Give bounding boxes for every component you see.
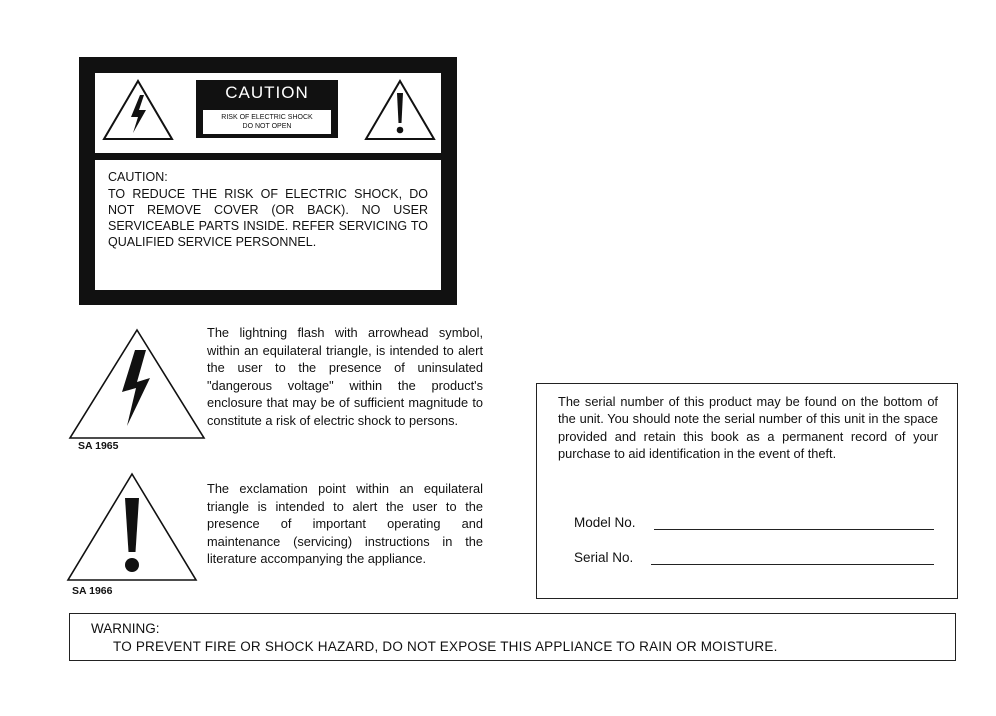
exclamation-symbol-description: The exclamation point within an equilateral triangle is intended to alert the user to the presence of important operating and maintenance (servicing) instructions in the literature accompanying the appliance. bbox=[207, 481, 483, 567]
symbol-code: SA 1966 bbox=[72, 585, 113, 597]
lightning-symbol-description: The lightning flash with arrowhead symbol, within an equilateral triangle, is intended to alert the user to the presence of uninsulated "dangerous voltage" within the product's enclosure that may be of sufficient magnitude to constitute a risk of electric shock to persons. bbox=[207, 325, 483, 428]
serial-number-label: Serial No. bbox=[574, 550, 634, 565]
warning-title: WARNING: bbox=[91, 621, 160, 636]
model-number-label: Model No. bbox=[574, 515, 636, 530]
caution-badge-title: CAUTION bbox=[225, 83, 309, 102]
model-number-line[interactable] bbox=[654, 529, 934, 530]
serial-number-line[interactable] bbox=[651, 564, 934, 565]
caution-badge-line1: RISK OF ELECTRIC SHOCK bbox=[221, 114, 313, 121]
exclamation-triangle-icon bbox=[362, 77, 438, 143]
caution-badge-subtitle bbox=[203, 110, 331, 134]
exclamation-triangle-icon bbox=[66, 470, 200, 584]
serial-number-instructions: The serial number of this product may be found on the bottom of the unit. You should note the serial number of this unit in the space provided and retain this book as a permanent record of your purchase to aid identification in the event of theft. bbox=[558, 394, 938, 462]
caution-badge-line2: DO NOT OPEN bbox=[242, 123, 292, 130]
symbol-code: SA 1965 bbox=[78, 440, 119, 452]
lightning-triangle-icon bbox=[100, 77, 176, 143]
lightning-triangle-icon bbox=[66, 326, 208, 442]
warning-text: TO PREVENT FIRE OR SHOCK HAZARD, DO NOT EXPOSE THIS APPLIANCE TO RAIN OR MOISTURE. bbox=[113, 639, 778, 654]
caution-heading: CAUTION: bbox=[108, 170, 168, 184]
caution-text: TO REDUCE THE RISK OF ELECTRIC SHOCK, DO NOT REMOVE COVER (OR BACK). NO USER SERVICEABLE PARTS INSIDE. REFER SERVICING TO QUALIFIED SERVICE PERSONNEL. bbox=[108, 187, 428, 249]
